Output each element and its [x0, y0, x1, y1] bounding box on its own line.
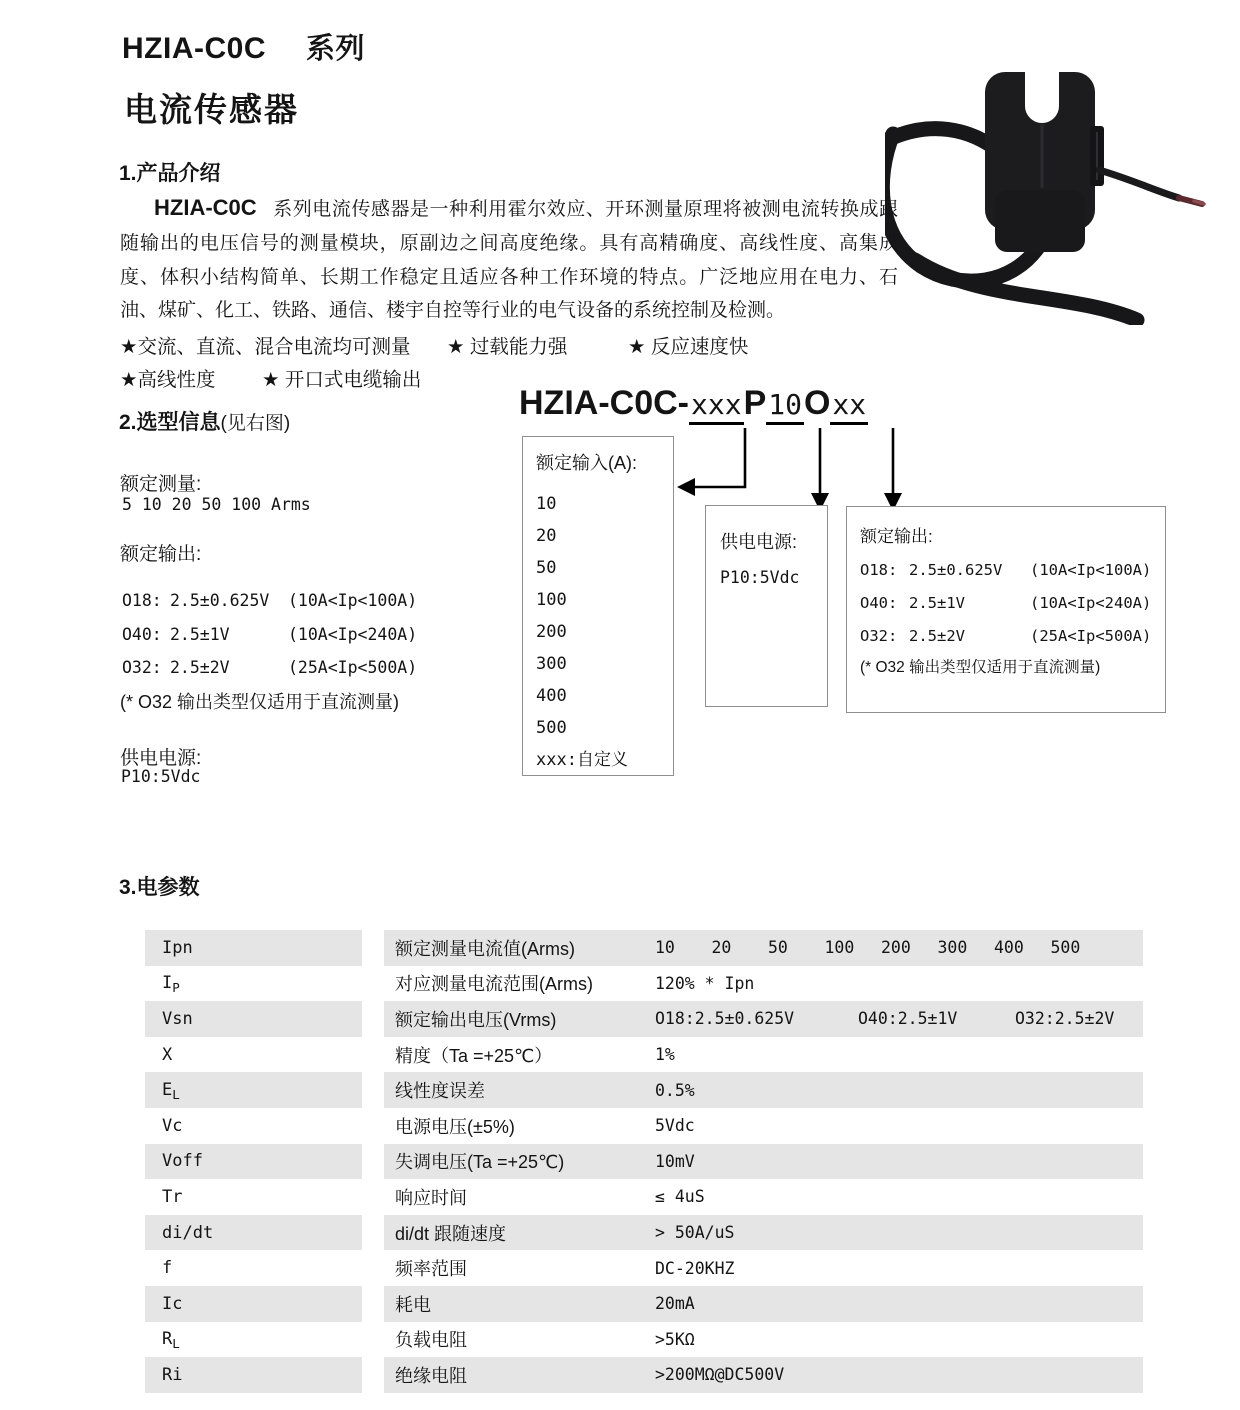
rated-output-note: (* O32 输出类型仅适用于直流测量) [120, 692, 400, 712]
param-value: ≤ 4uS [655, 1187, 705, 1207]
param-symbol: Tr [162, 1186, 183, 1207]
product-title: 电流传感器 [124, 91, 299, 128]
output-option [122, 584, 452, 618]
section2-heading-note: (见右图) [220, 413, 291, 434]
table-row [145, 1037, 1143, 1073]
rated-measure-value: 5 10 20 50 100 Arms [122, 495, 311, 514]
param-symbol-cell [145, 1286, 362, 1322]
feature-item: ★ 过载能力强 [447, 336, 568, 358]
series-title [122, 26, 365, 67]
param-value: 20 [711, 938, 732, 958]
param-symbol-cell [145, 1144, 362, 1180]
param-detail-cell [384, 1108, 1143, 1144]
series-title-cn: 系列 [306, 33, 366, 65]
param-values [655, 974, 754, 993]
option-range: (10A<Ip<240A) [1030, 593, 1152, 612]
param-symbol-sub: P [172, 979, 180, 995]
param-values [655, 1116, 695, 1135]
param-value: 5Vdc [655, 1116, 695, 1136]
rated-input-items [536, 488, 673, 776]
param-detail-cell [384, 930, 1143, 966]
param-symbol-cell [145, 1001, 362, 1037]
intro-model-name: HZIA-C0C [154, 195, 257, 220]
param-symbol-cell [145, 1108, 362, 1144]
param-value: 0.5% [655, 1080, 695, 1100]
section3-heading: 3.电参数 [119, 876, 200, 899]
table-row [145, 1357, 1143, 1393]
output-option [860, 619, 1165, 652]
param-symbol-cell [145, 1215, 362, 1251]
param-value: >200MΩ@DC500V [655, 1365, 785, 1385]
column-gap [362, 1037, 384, 1073]
param-name: 对应测量电流范围(Arms) [395, 974, 593, 995]
option-value: 2.5±2V [170, 658, 230, 678]
param-symbol: Ri [162, 1364, 183, 1385]
option-value: 2.5±0.625V [170, 591, 270, 611]
param-symbol-cell [145, 1037, 362, 1073]
param-symbol: Ipn [162, 937, 193, 958]
param-symbol-cell [145, 1322, 362, 1358]
param-values [655, 1365, 784, 1384]
param-values [655, 1152, 695, 1171]
supply-box-value: P10:5Vdc [720, 568, 800, 587]
section2-heading-text: 2.选型信息 [119, 411, 221, 434]
option-range: (10A<Ip<100A) [1030, 560, 1152, 579]
param-name: di/dt 跟随速度 [395, 1223, 507, 1244]
param-value: 100 [824, 938, 855, 958]
feature-item: ★ 开口式电缆输出 [262, 369, 422, 391]
param-symbol-sub: L [172, 1335, 180, 1351]
feature-item: ★ 反应速度快 [628, 336, 749, 358]
intro-paragraph [120, 191, 898, 328]
param-name: 额定输出电压(Vrms) [395, 1009, 557, 1030]
parameter-table [145, 930, 1143, 1393]
rated-input-box [522, 436, 674, 776]
param-symbol: Vc [162, 1115, 183, 1136]
model-number [519, 384, 868, 423]
model-seg-xx: xx [830, 388, 868, 425]
param-value: 300 [937, 938, 968, 958]
param-symbol: Ic [162, 1293, 183, 1314]
option-range: (25A<Ip<500A) [1030, 626, 1152, 645]
rated-output-label: 额定输出: [120, 544, 202, 565]
option-range: (10A<Ip<240A) [288, 624, 418, 644]
param-detail-cell [384, 1001, 1143, 1037]
arrow-head-left-icon [677, 478, 695, 496]
supply-box [705, 505, 828, 707]
param-name: 额定测量电流值(Arms) [395, 938, 575, 959]
param-symbol-sub: L [172, 1086, 180, 1102]
column-gap [362, 1250, 384, 1286]
feature-item: ★高线性度 [120, 369, 216, 391]
rated-input-item: 20 [536, 526, 557, 546]
option-code: O18: [122, 591, 162, 611]
param-name: 绝缘电阻 [395, 1365, 467, 1386]
rated-input-title: 额定输入(A): [536, 453, 637, 473]
sensor-body-lower [995, 190, 1085, 252]
intro-text: 系列电流传感器是一种利用霍尔效应、开环测量原理将被测电流转换成跟随输出的电压信号的测量模块，原副边之间高度绝缘。具有高精确度、高线性度、高集成度、体积小结构简单、长期工作稳定且适应各种工作环境的特点。广泛地应用在电力、石油、煤矿、化工、铁路、通信、楼宇自控等行业的电气设备的系统控制及检测。 [120, 199, 898, 322]
param-symbol: E [162, 1080, 173, 1101]
model-seg-p: P [743, 384, 767, 422]
output-option [122, 651, 452, 685]
param-name: 响应时间 [395, 1187, 467, 1208]
param-value: 200 [881, 938, 911, 958]
param-name: 精度（Ta =+25℃） [395, 1045, 553, 1066]
model-seg-10: 10 [766, 388, 804, 425]
output-option [860, 586, 1165, 619]
param-symbol-cell [145, 1250, 362, 1286]
section2-heading [119, 406, 290, 436]
param-value: 10mV [655, 1151, 695, 1171]
product-photo [885, 40, 1240, 325]
rated-measure-label: 额定测量: [120, 474, 202, 495]
param-values [655, 1294, 695, 1313]
column-gap [362, 1179, 384, 1215]
column-gap [362, 966, 384, 1002]
param-symbol: di/dt [162, 1222, 214, 1243]
column-gap [362, 1215, 384, 1251]
output-wire [1099, 170, 1179, 198]
option-range: (25A<Ip<500A) [288, 658, 418, 678]
option-code: O40: [860, 593, 898, 612]
param-symbol: R [162, 1329, 173, 1350]
param-symbol-cell [145, 1357, 362, 1393]
supply-value: P10:5Vdc [121, 767, 201, 786]
arrow-line-input [694, 428, 745, 487]
option-code: O32: [860, 626, 898, 645]
table-row [145, 1072, 1143, 1108]
param-name: 负载电阻 [395, 1330, 467, 1351]
param-symbol: I [162, 973, 173, 994]
option-code: O18: [860, 560, 898, 579]
table-row [145, 1215, 1143, 1251]
param-values [655, 1081, 695, 1100]
param-value: 50 [768, 938, 788, 958]
rated-input-item: 200 [536, 622, 567, 642]
column-gap [362, 1286, 384, 1322]
option-value: 2.5±1V [170, 624, 230, 644]
column-gap [362, 1144, 384, 1180]
table-row [145, 1250, 1143, 1286]
model-seg-xxx: xxx [689, 388, 744, 425]
param-values [655, 938, 1107, 957]
rated-input-item: 400 [536, 686, 567, 706]
param-detail-cell [384, 1322, 1143, 1358]
output-option [122, 618, 452, 652]
option-range: (10A<Ip<100A) [288, 591, 418, 611]
model-prefix: HZIA-C0C- [519, 384, 689, 422]
rated-input-item: 10 [536, 494, 557, 514]
output-option [860, 553, 1165, 586]
rated-output-box-options [860, 553, 1165, 652]
param-detail-cell [384, 1250, 1143, 1286]
rated-input-item: 300 [536, 654, 567, 674]
param-values [655, 1223, 734, 1242]
rated-output-box-title: 额定输出: [860, 527, 933, 546]
table-row [145, 1286, 1143, 1322]
column-gap [362, 1108, 384, 1144]
table-row [145, 1144, 1143, 1180]
param-value: O32:2.5±2V [1015, 1009, 1115, 1029]
param-values [655, 1259, 734, 1278]
param-symbol-cell [145, 1072, 362, 1108]
supply-label: 供电电源: [120, 748, 202, 769]
param-symbol: Vsn [162, 1008, 193, 1029]
param-detail-cell [384, 1215, 1143, 1251]
param-detail-cell [384, 1286, 1143, 1322]
column-gap [362, 1322, 384, 1358]
param-symbol: f [162, 1258, 173, 1279]
rated-input-item: 50 [536, 558, 557, 578]
table-row [145, 1322, 1143, 1358]
param-value: 1% [655, 1045, 675, 1065]
option-value: 2.5±2V [909, 626, 965, 645]
param-detail-cell [384, 966, 1143, 1002]
param-values [655, 1187, 705, 1206]
param-name: 频率范围 [395, 1259, 467, 1280]
table-row [145, 930, 1143, 966]
column-gap [362, 930, 384, 966]
param-symbol-cell [145, 966, 362, 1002]
param-value: O18:2.5±0.625V [655, 1009, 795, 1029]
param-symbol: X [162, 1044, 173, 1065]
rated-output-box [846, 506, 1166, 713]
param-value: DC-20KHZ [655, 1258, 735, 1278]
param-detail-cell [384, 1072, 1143, 1108]
column-gap [362, 1001, 384, 1037]
param-value: 500 [1050, 938, 1081, 958]
table-row [145, 1001, 1143, 1037]
param-values [655, 1009, 1114, 1028]
feature-item: ★交流、直流、混合电流均可测量 [120, 336, 411, 358]
param-values [655, 1045, 675, 1064]
rated-input-item: 100 [536, 590, 567, 610]
param-name: 电源电压(±5%) [395, 1116, 515, 1137]
table-row [145, 1108, 1143, 1144]
param-value: 120% * Ipn [655, 973, 755, 993]
param-value: 20mA [655, 1294, 695, 1314]
param-symbol: Voff [162, 1151, 203, 1172]
rated-input-item: xxx:自定义 [536, 750, 628, 770]
param-detail-cell [384, 1037, 1143, 1073]
param-values [655, 1330, 695, 1349]
option-code: O32: [122, 658, 162, 678]
series-title-en: HZIA-C0C [122, 32, 266, 65]
param-value: >5KΩ [655, 1329, 695, 1349]
param-detail-cell [384, 1179, 1143, 1215]
rated-input-item: 500 [536, 718, 567, 738]
param-symbol-cell [145, 930, 362, 966]
param-value: > 50A/uS [655, 1223, 735, 1243]
option-value: 2.5±1V [909, 593, 965, 612]
model-seg-o: O [803, 384, 831, 422]
column-gap [362, 1357, 384, 1393]
rated-output-box-note: (* O32 输出类型仅适用于直流测量) [860, 659, 1101, 676]
param-detail-cell [384, 1357, 1143, 1393]
param-value: O40:2.5±1V [858, 1009, 958, 1029]
param-detail-cell [384, 1144, 1143, 1180]
option-value: 2.5±0.625V [909, 560, 1003, 579]
param-symbol-cell [145, 1179, 362, 1215]
param-name: 耗电 [395, 1294, 431, 1315]
param-name: 失调电压(Ta =+25℃) [395, 1152, 565, 1173]
rated-output-options [122, 584, 452, 685]
section1-heading: 1.产品介绍 [119, 162, 221, 185]
table-row [145, 966, 1143, 1002]
table-row [145, 1179, 1143, 1215]
cable-strand [887, 129, 1000, 152]
sensor-window [1025, 68, 1059, 123]
param-value: 10 [655, 938, 675, 958]
column-gap [362, 1072, 384, 1108]
option-code: O40: [122, 624, 162, 644]
param-name: 线性度误差 [395, 1081, 485, 1102]
param-value: 400 [994, 938, 1024, 958]
supply-box-title: 供电电源: [720, 532, 798, 552]
